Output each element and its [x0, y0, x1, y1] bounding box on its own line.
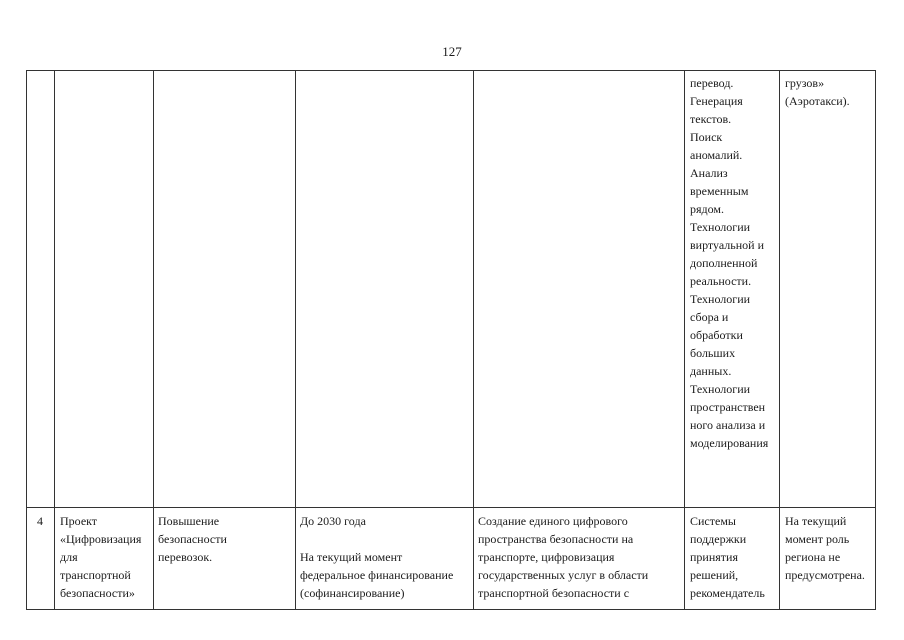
table-cell-technologies: Системы поддержки принятия решений, рекомендатель [690, 514, 765, 600]
table-cell-row-number: 4 [37, 514, 43, 528]
table-border-bottom [26, 609, 876, 610]
table-cell-project: Проект «Цифровизация для транспортной безопасности» [60, 514, 142, 600]
table-cell-role-continued: грузов» (Аэротакси). [785, 76, 850, 108]
column-divider [54, 70, 55, 610]
column-divider [295, 70, 296, 610]
column-divider [473, 70, 474, 610]
table-cell-description: Создание единого цифрового пространства безопасности на транспорте, цифровизация государственных услуг в области транспортной безопасности с [478, 514, 649, 600]
column-divider [779, 70, 780, 610]
table-cell-role: На текущий момент роль региона не предусмотрена. [785, 514, 865, 582]
row-divider [26, 507, 876, 508]
table-cell-goal: Повышение безопасности перевозок. [158, 514, 227, 564]
table-cell-technologies-continued: перевод. Генерация текстов. Поиск аномалий. Анализ временным рядом. Технологии виртуальной и дополненной реальности. Технологии сбора и обработки больших данных. Технологии пространствен ного анализа и моделирования [690, 76, 769, 450]
table-border-right [875, 70, 876, 610]
table-cell-timeline: До 2030 года На текущий момент федеральное финансирование (софинансирование) [300, 514, 454, 600]
column-divider [153, 70, 154, 610]
page-number: 127 [442, 44, 462, 59]
column-divider [684, 70, 685, 610]
table-border-top [26, 70, 876, 71]
